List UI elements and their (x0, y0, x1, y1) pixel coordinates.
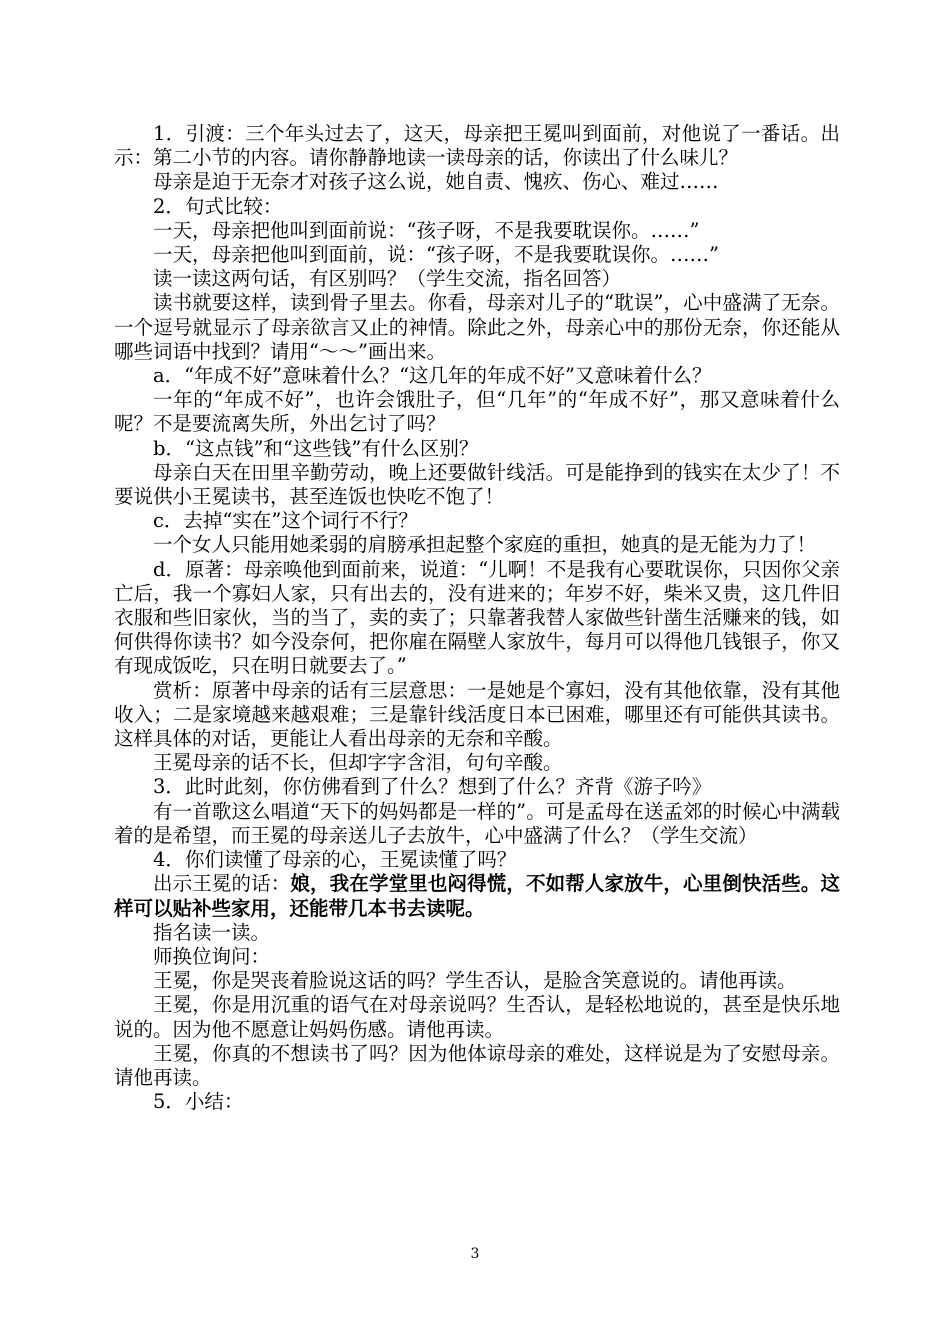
paragraph: 5．小结： (153, 1090, 244, 1114)
page-number: 3 (470, 1246, 480, 1262)
document-body (114, 122, 840, 1114)
paragraph: b．“这点钱”和“这些钱”有什么区别？ (153, 436, 479, 460)
paragraph: 有一首歌这么唱道“天下的妈妈都是一样的”。可是孟母在送孟郊的时候心中满载着的是希望，而王冕的母亲送儿子去放牛，心中盛满了什么？（学生交流） (114, 799, 840, 847)
paragraph: 4．你们读懂了母亲的心，王冕读懂了吗？ (153, 848, 517, 872)
paragraph: 指名读一读。 (153, 920, 271, 944)
quote-paragraph (114, 872, 840, 920)
paragraph: 母亲白天在田里辛勤劳动，晚上还要做针线活。可是能挣到的钱实在太少了！不要说供小王冕读书，甚至连饭也快吃不饱了！ (114, 460, 840, 509)
paragraph: 1．引渡：三个年头过去了，这天，母亲把王冕叫到面前，对他说了一番话。出示：第二小节的内容。请你静静地读一读母亲的话，你读出了什么味儿？ (114, 122, 840, 170)
paragraph: 2．句式比较： (153, 194, 283, 218)
paragraph: 一天，母亲把他叫到面前说：“孩子呀，不是我要耽误你。……” (153, 218, 700, 242)
paragraph: 王冕母亲的话不长，但却字字含泪，句句辛酸。 (153, 751, 563, 775)
paragraph: 一年的“年成不好”，也许会饿肚子，但“几年”的“年成不好”，那又意味着什么呢？不是要流离失所，外出乞讨了吗？ (114, 388, 840, 436)
paragraph: 母亲是迫于无奈才对孩子这么说，她自责、愧疚、伤心、难过…… (153, 170, 719, 194)
paragraph: 师换位询问： (153, 944, 271, 968)
paragraph: 王冕，你是哭丧着脸说这话的吗？学生否认，是脸含笑意说的。请他再读。 (153, 969, 797, 993)
wangmian-quote: 娘，我在学堂里也闷得慌，不如帮人家放牛，心里倒快活些。这样可以贴补些家用，还能带几本书去读呢。 (114, 872, 840, 920)
paragraph: 读一读这两句话，有区别吗？（学生交流，指名回答） (153, 267, 622, 291)
paragraph: 3．此时此刻，你仿佛看到了什么？想到了什么？齐背《游子吟》 (153, 775, 712, 799)
paragraph: c．去掉“实在”这个词行不行？ (153, 509, 418, 533)
paragraph: 赏析：原著中母亲的话有三层意思：一是她是个寡妇，没有其他依靠，没有其他收入；二是家境越来越艰难；三是靠针线活度日本已困难，哪里还有可能供其读书。这样具体的对话，更能让人看出母亲的无奈和辛酸。 (114, 678, 840, 751)
paragraph: a．“年成不好”意味着什么？“这几年的年成不好”又意味着什么？ (153, 364, 712, 388)
paragraph: d．原著：母亲唤他到面前来，说道：“儿啊！不是我有心要耽误你，只因你父亲亡后，我一个寡妇人家，只有出去的，没有进来的；年岁不好，柴米又贵，这几件旧衣服和些旧家伙，当的当了，卖的卖了；只靠著我替人家做些针凿生活赚来的钱，如何供得你读书？如今没奈何，把你雇在隔壁人家放牛，每月可以得他几钱银子，你又有现成饭吃，只在明日就要去了。” (114, 557, 840, 678)
paragraph: 读书就要这样，读到骨子里去。你看，母亲对儿子的“耽误”，心中盛满了无奈。一个逗号就显示了母亲欲言又止的神情。除此之外，母亲心中的那份无奈，你还能从哪些词语中找到？请用“～～”画出来。 (114, 291, 840, 363)
paragraph: 王冕，你真的不想读书了吗？因为他体谅母亲的难处，这样说是为了安慰母亲。请他再读。 (114, 1041, 840, 1089)
paragraph: 王冕，你是用沉重的语气在对母亲说吗？生否认，是轻松地说的，甚至是快乐地说的。因为他不愿意让妈妈伤感。请他再读。 (114, 993, 840, 1041)
paragraph: 一天，母亲把他叫到面前，说：“孩子呀，不是我要耽误你。……” (153, 243, 719, 267)
paragraph: 一个女人只能用她柔弱的肩膀承担起整个家庭的重担，她真的是无能为力了！ (153, 533, 817, 557)
quote-intro: 出示王冕的话： (153, 872, 291, 896)
